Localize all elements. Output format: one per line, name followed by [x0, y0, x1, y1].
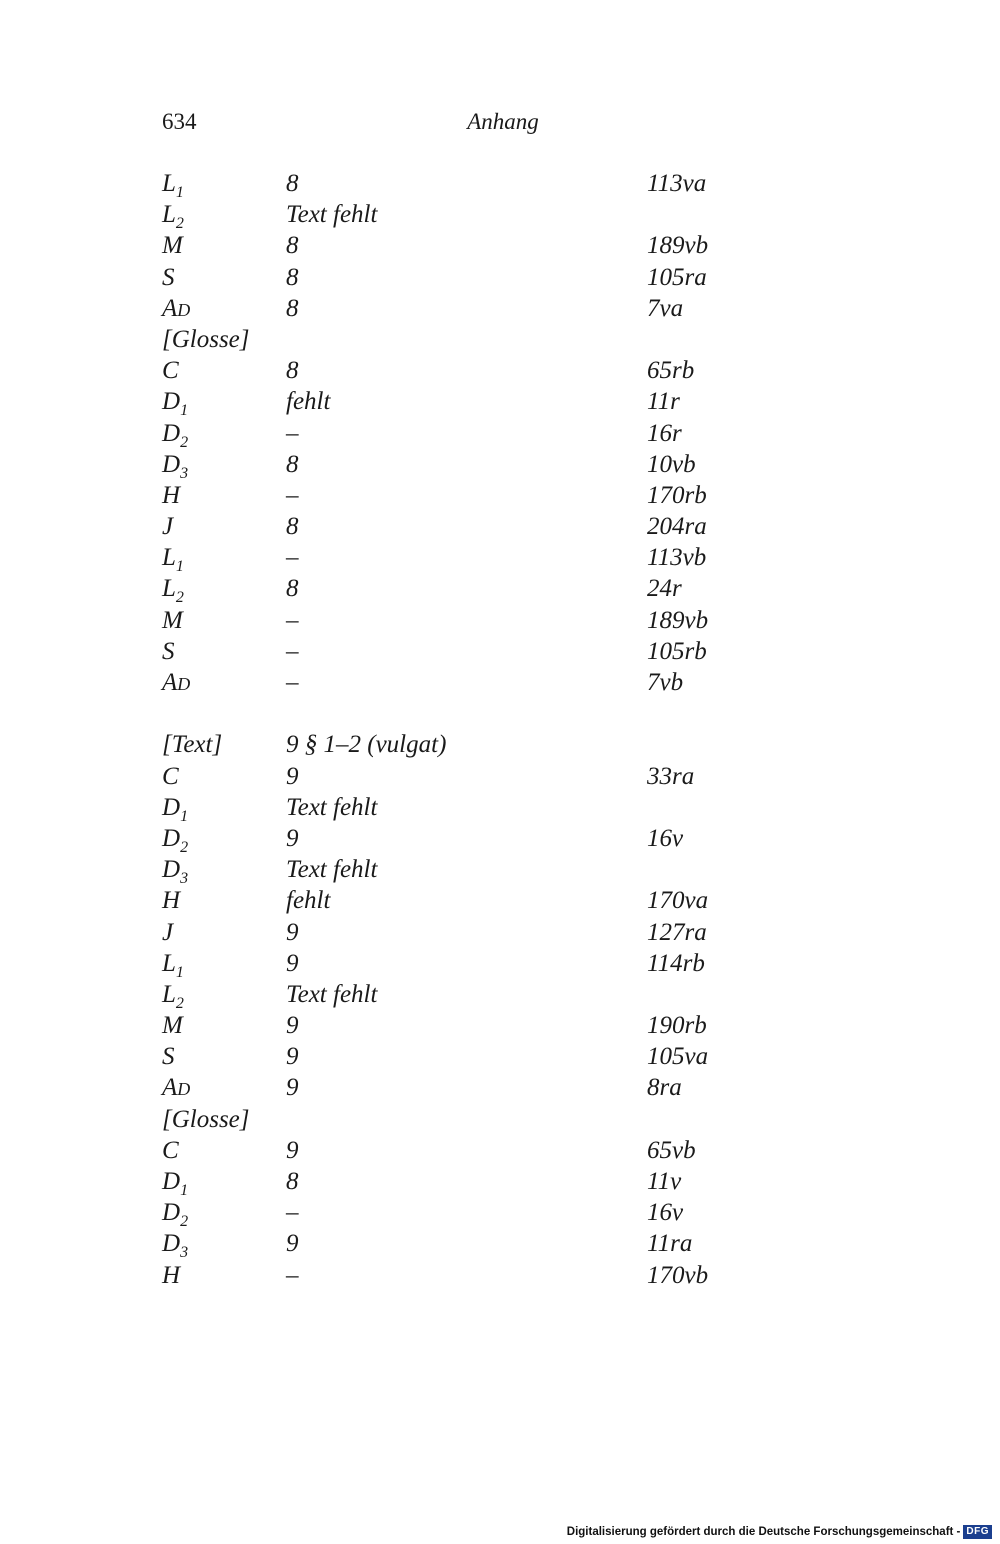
siglum-letter: D — [162, 419, 181, 447]
siglum-letter: L — [162, 575, 176, 603]
chapter-ref: – — [286, 1261, 299, 1289]
chapter-ref: – — [286, 481, 299, 509]
folio-ref: 8ra — [647, 1074, 682, 1102]
chapter-ref: – — [286, 544, 299, 572]
siglum-letter: L — [162, 170, 176, 197]
chapter-ref: 8 — [286, 1168, 299, 1195]
siglum-letter: D — [162, 793, 181, 821]
siglum-letter: [Text] — [162, 731, 223, 759]
footer-text: Digitalisierung gefördert durch die Deutsche Forschungsgemeinschaft - — [566, 1526, 961, 1538]
siglum — [162, 667, 190, 700]
siglum — [162, 230, 183, 261]
siglum-letter: D — [162, 1199, 181, 1227]
siglum-letter: M — [162, 232, 183, 260]
siglum-subscript: 2 — [175, 994, 184, 1012]
siglum-subscript: 2 — [180, 1213, 189, 1231]
chapter-ref: 9 — [286, 949, 299, 977]
chapter-ref: 8 — [286, 294, 299, 322]
folio-ref: 170va — [647, 887, 709, 915]
chapter-ref: – — [286, 669, 299, 696]
chapter-ref: 9 — [286, 762, 299, 790]
siglum-letter: D — [162, 824, 181, 852]
folio-ref: 105ra — [647, 263, 707, 291]
siglum-letter: D — [162, 388, 181, 416]
running-title: Anhang — [467, 109, 539, 134]
dfg-logo: DFG — [963, 1525, 992, 1539]
siglum-smallcap: D — [177, 299, 191, 320]
folio-ref: 105va — [647, 1043, 709, 1071]
siglum-letter: H — [162, 1261, 181, 1289]
siglum — [162, 885, 180, 916]
chapter-ref: 9 — [286, 1136, 299, 1164]
siglum-letter: C — [162, 1136, 179, 1164]
siglum-letter: L — [162, 980, 176, 1008]
siglum-letter: D — [162, 1230, 181, 1258]
siglum — [162, 355, 179, 386]
siglum-letter: [Glosse] — [162, 1105, 250, 1133]
siglum — [162, 1135, 179, 1166]
siglum-letter: D — [162, 856, 181, 884]
siglum — [162, 917, 173, 948]
chapter-ref: 9 — [286, 1074, 299, 1102]
siglum-letter: J — [162, 513, 174, 541]
folio-ref: 189vb — [647, 606, 709, 634]
folio-ref: 204ra — [647, 513, 707, 541]
siglum-subscript: 1 — [175, 963, 184, 981]
siglum-subscript: 1 — [175, 184, 184, 201]
folio-ref: 11r — [647, 388, 680, 416]
siglum-subscript: 3 — [180, 464, 189, 482]
folio-ref: 113va — [647, 170, 707, 197]
siglum — [162, 1104, 250, 1135]
siglum-smallcap: D — [177, 1079, 191, 1100]
siglum-letter: M — [162, 1012, 183, 1040]
folio-ref: 113vb — [647, 544, 707, 572]
folio-ref: 65vb — [647, 1136, 696, 1164]
siglum-subscript: 3 — [180, 1244, 189, 1262]
siglum-letter: A — [162, 294, 178, 322]
folio-ref: 11v — [647, 1168, 682, 1195]
chapter-ref: – — [286, 606, 299, 634]
chapter-ref: 9 — [286, 918, 299, 946]
chapter-ref: 9 — [286, 1043, 299, 1071]
folio-ref: 11ra — [647, 1230, 693, 1258]
siglum-letter: J — [162, 918, 174, 946]
folio-ref: 170rb — [647, 481, 707, 509]
chapter-ref: 8 — [286, 357, 299, 385]
siglum-letter: S — [162, 263, 175, 291]
siglum-letter: S — [162, 637, 175, 665]
siglum-letter: S — [162, 1043, 175, 1071]
folio-ref: 127ra — [647, 918, 707, 946]
folio-ref: 170vb — [647, 1261, 709, 1289]
chapter-ref: – — [286, 1199, 299, 1227]
siglum-letter: D — [162, 1168, 181, 1195]
folio-ref: 190rb — [647, 1012, 707, 1040]
siglum-subscript: 2 — [180, 838, 189, 856]
siglum — [162, 605, 183, 636]
siglum — [162, 1260, 180, 1291]
folio-ref: 16v — [647, 1199, 684, 1227]
chapter-ref: 8 — [286, 450, 299, 478]
chapter-ref: – — [286, 419, 299, 447]
siglum-subscript: 2 — [175, 215, 184, 233]
siglum-letter: A — [162, 1074, 178, 1102]
chapter-ref: fehlt — [286, 887, 331, 915]
siglum-subscript: 2 — [175, 589, 184, 607]
siglum-letter: D — [162, 450, 181, 478]
siglum-subscript: 1 — [180, 807, 189, 825]
chapter-ref: 8 — [286, 575, 299, 603]
siglum-subscript: 2 — [180, 433, 189, 451]
siglum — [162, 729, 222, 760]
folio-ref: 16r — [647, 419, 682, 447]
siglum-letter: A — [162, 669, 178, 696]
siglum — [162, 636, 175, 667]
chapter-ref: 8 — [286, 170, 299, 197]
siglum-letter: H — [162, 887, 181, 915]
siglum-letter: C — [162, 762, 179, 790]
page-number: 634 — [162, 109, 197, 134]
chapter-ref: Text fehlt — [286, 793, 378, 821]
siglum-subscript: 1 — [180, 402, 189, 420]
folio-ref: 7vb — [647, 669, 684, 696]
siglum — [162, 761, 179, 792]
chapter-ref: 8 — [286, 232, 299, 260]
chapter-ref: 9 — [286, 1230, 299, 1258]
siglum-subscript: 1 — [175, 558, 184, 576]
siglum-letter: C — [162, 357, 179, 385]
folio-ref: 189vb — [647, 232, 709, 260]
siglum-letter: M — [162, 606, 183, 634]
siglum — [162, 324, 250, 355]
chapter-ref: Text fehlt — [286, 856, 378, 884]
siglum — [162, 262, 175, 293]
folio-ref: 7va — [647, 294, 684, 322]
siglum-subscript: 3 — [180, 870, 189, 888]
folio-ref: 33ra — [647, 762, 695, 790]
siglum-letter: [Glosse] — [162, 325, 250, 353]
chapter-ref: 9 § 1–2 (vulgat) — [286, 731, 447, 759]
chapter-ref: 9 — [286, 1012, 299, 1040]
chapter-ref: 8 — [286, 513, 299, 541]
folio-ref: 24r — [647, 575, 682, 603]
siglum — [162, 511, 173, 542]
siglum — [162, 480, 180, 511]
siglum-letter: L — [162, 949, 176, 977]
siglum — [162, 1041, 175, 1072]
folio-ref: 65rb — [647, 357, 695, 385]
siglum — [162, 293, 190, 326]
siglum — [162, 1010, 183, 1041]
chapter-ref: fehlt — [286, 388, 331, 416]
chapter-ref: 8 — [286, 263, 299, 291]
folio-ref: 105rb — [647, 637, 707, 665]
siglum — [162, 1072, 190, 1105]
footer-credit — [567, 1525, 992, 1539]
siglum-letter: L — [162, 201, 176, 229]
folio-ref: 114rb — [647, 949, 705, 977]
chapter-ref: Text fehlt — [286, 980, 378, 1008]
chapter-ref: 9 — [286, 824, 299, 852]
chapter-ref: Text fehlt — [286, 201, 378, 229]
siglum-smallcap: D — [177, 674, 191, 694]
siglum-letter: L — [162, 544, 176, 572]
siglum-letter: H — [162, 481, 181, 509]
siglum-subscript: 1 — [180, 1182, 189, 1199]
folio-ref: 16v — [647, 824, 684, 852]
chapter-ref: – — [286, 637, 299, 665]
folio-ref: 10vb — [647, 450, 696, 478]
